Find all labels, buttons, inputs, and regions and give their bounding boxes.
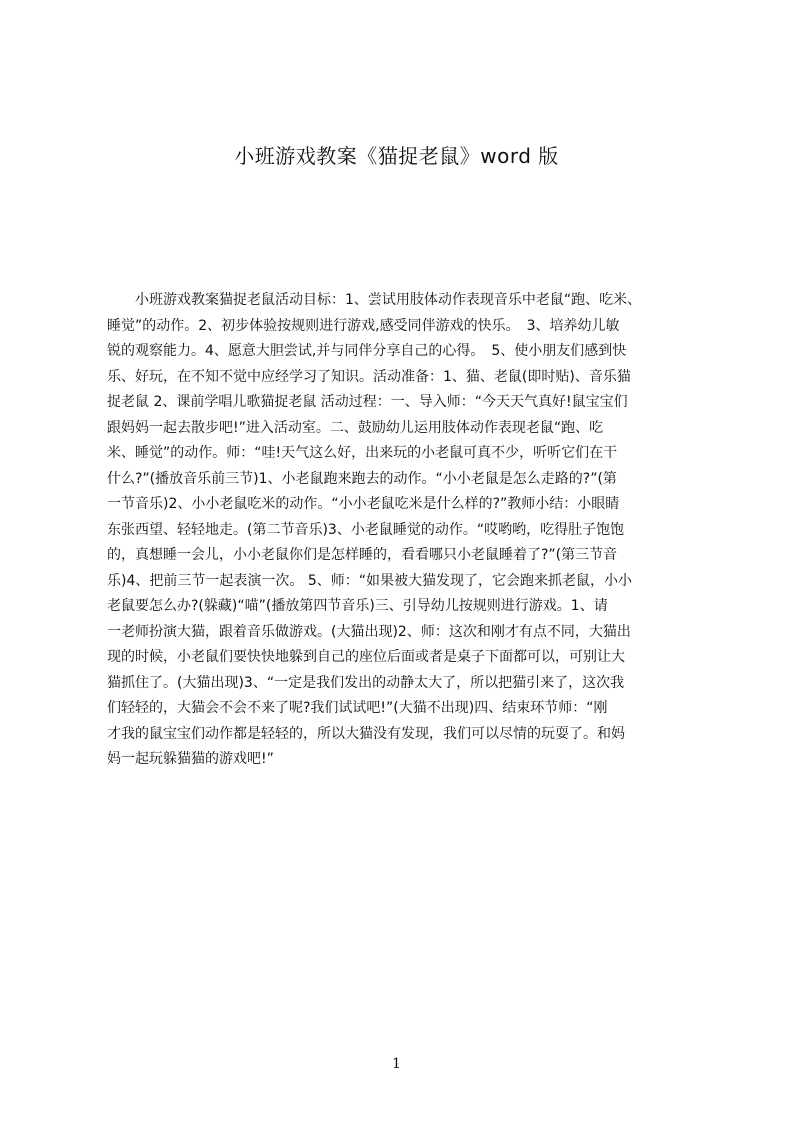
page-number: 1 bbox=[392, 1056, 401, 1072]
body-line: 小班游戏教案猫捉老鼠活动目标：1、尝试用肢体动作表现音乐中老鼠“跑、吃米、 bbox=[107, 292, 642, 308]
body-line: 锐的观察能力。4、愿意大胆尝试,并与同伴分享自己的心得。 5、使小朋友们感到快 bbox=[107, 343, 627, 359]
document-body bbox=[107, 288, 699, 798]
body-line: 捉老鼠 2、课前学唱儿歌猫捉老鼠 活动过程：一、导入师：“今天天气真好!鼠宝宝们 bbox=[107, 394, 628, 410]
body-line: 跟妈妈一起去散步吧!”进入活动室。二、鼓励幼儿运用肢体动作表现老鼠“跑、吃 bbox=[107, 419, 604, 436]
body-line: 东张西望、轻轻地走。(第二节音乐)3、小老鼠睡觉的动作。“哎哟哟，吃得肚子饱饱 bbox=[107, 521, 625, 538]
body-line: 一节音乐)2、小小老鼠吃米的动作。“小小老鼠吃米是什么样的?”教师小结：小眼睛 bbox=[107, 496, 620, 512]
body-line: 才我的鼠宝宝们动作都是轻轻的，所以大猫没有发现，我们可以尽情的玩耍了。和妈 bbox=[107, 725, 625, 742]
body-line: 一老师扮演大猫，跟着音乐做游戏。(大猫出现)2、师：这次和刚才有点不同，大猫出 bbox=[107, 623, 631, 640]
body-line: 老鼠要怎么办?(躲藏)“喵”(播放第四节音乐)三、引导幼儿按规则进行游戏。1、请 bbox=[107, 598, 608, 614]
body-line: 们轻轻的，大猫会不会不来了呢?我们试试吧!”(大猫不出现)四、结束环节师：“刚 bbox=[107, 700, 608, 716]
body-line: 猫抓住了。(大猫出现)3、“一定是我们发出的动静太大了，所以把猫引来了，这次我 bbox=[107, 674, 625, 691]
body-line: 的，真想睡一会儿，小小老鼠你们是怎样睡的，看看哪只小老鼠睡着了?”(第三节音 bbox=[107, 547, 618, 563]
document-title: 小班游戏教案《猫捉老鼠》word 版 bbox=[234, 144, 559, 168]
body-line: 现的时候，小老鼠们要快快地躲到自己的座位后面或者是桌子下面都可以，可别让大 bbox=[107, 649, 625, 665]
body-line: 米、睡觉”的动作。师：“哇!天气这么好，出来玩的小老鼠可真不少，听听它们在干 bbox=[107, 445, 618, 461]
body-line: 妈一起玩躲猫猫的游戏吧!” bbox=[107, 751, 274, 767]
body-line: 乐)4、把前三节一起表演一次。 5、师：“如果被大猫发现了，它会跑来抓老鼠，小小 bbox=[107, 572, 632, 589]
body-line: 睡觉”的动作。2、初步体验按规则进行游戏,感受同伴游戏的快乐。 3、培养幼儿敏 bbox=[107, 317, 620, 334]
body-line: 什么?”(播放音乐前三节)1、小老鼠跑来跑去的动作。“小小老鼠是怎么走路的?”(第 bbox=[107, 470, 617, 487]
body-line: 乐、好玩，在不知不觉中应经学习了知识。活动准备：1、猫、老鼠(即时贴)、音乐猫 bbox=[107, 368, 631, 385]
